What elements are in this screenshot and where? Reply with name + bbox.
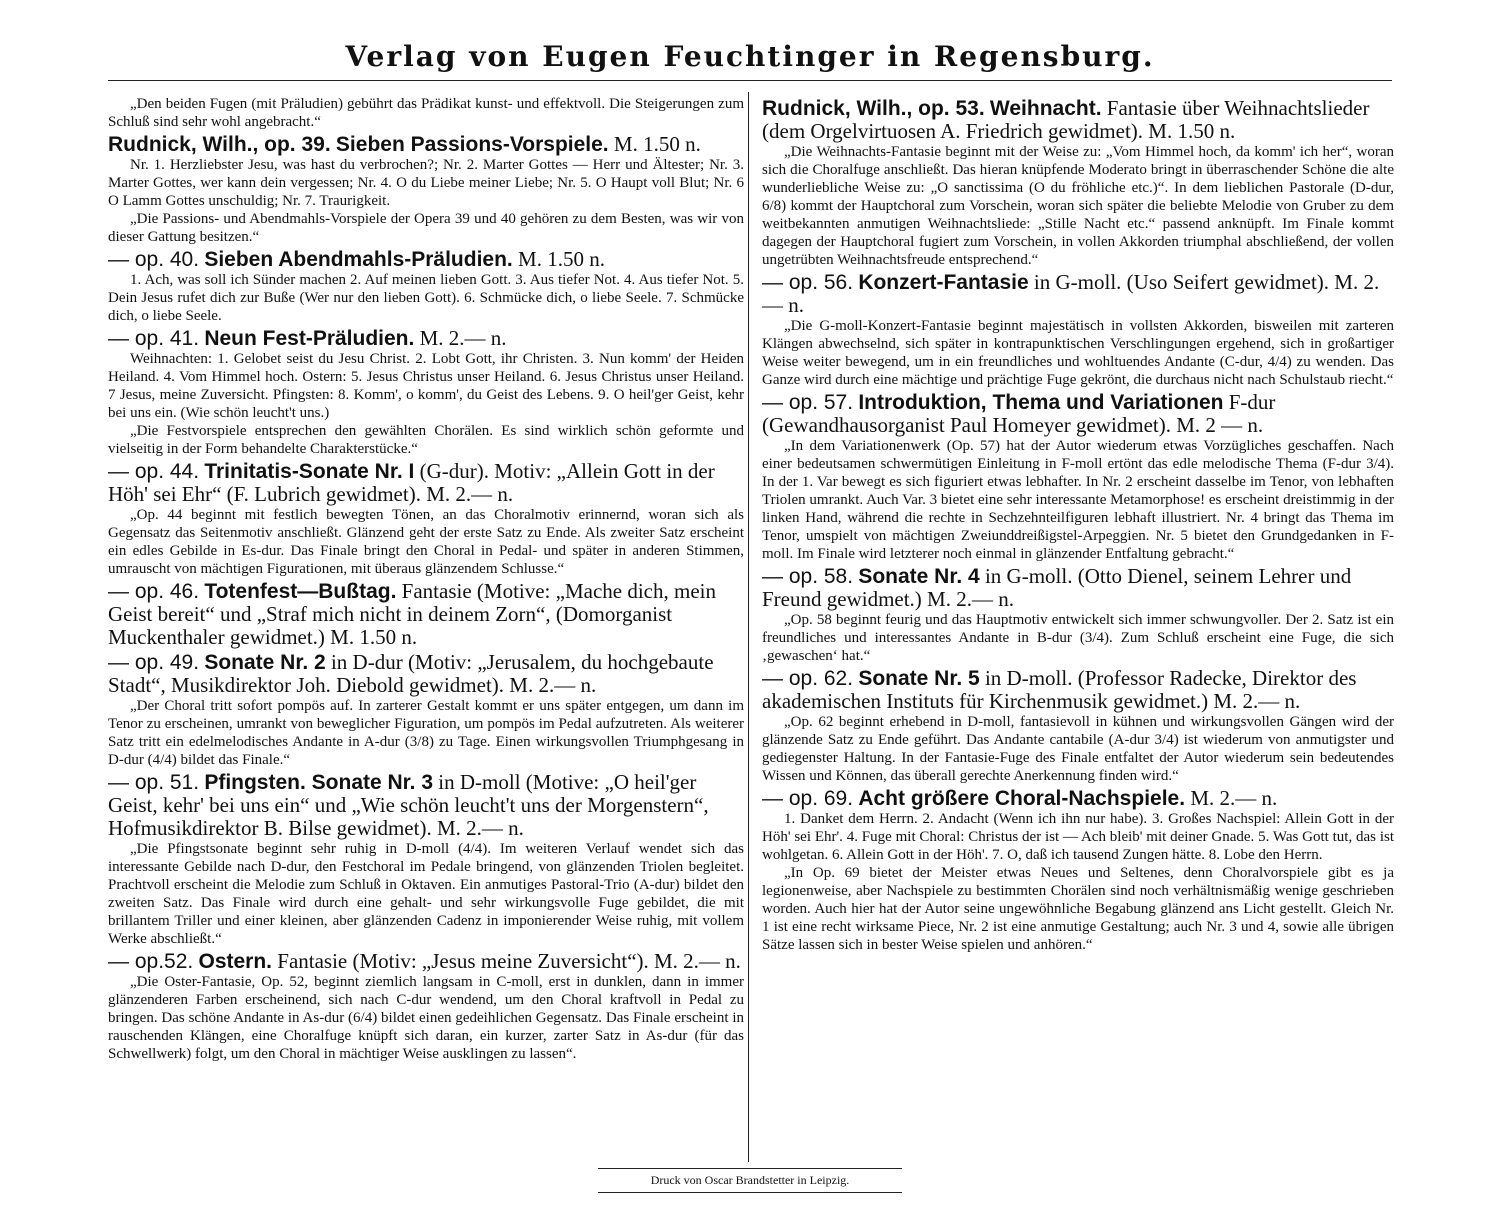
opus-label: Rudnick, Wilh., op. 39. bbox=[108, 133, 331, 156]
work-details: in D-dur (Motiv: „Jerusalem, du hochgebaute Stadt“, Musikdirektor Joh. Diebold gewidmet). M. 2.— n. bbox=[108, 650, 714, 697]
price: M. 1.50 n. bbox=[613, 132, 701, 156]
work-title: Pfingsten. Sonate Nr. 3 bbox=[204, 771, 434, 794]
entry-heading bbox=[108, 248, 744, 271]
contents-list: 1. Danket dem Herrn. 2. Andacht (Wenn ich ihn nur habe). 3. Großes Nachspiel: Allein Gott in der Höh' sei Ehr'. 4. Fuge mit Choral: Christus der ist — Ach bleib' mit deiner Gnade. 5. Was Gott tut, das ist wohlgetan. 6. Allein Gott in der Höh'. 7. O, daß ich tausend Zungen hätte. 8. Lobe den Herrn. bbox=[762, 811, 1394, 863]
work-details: in D-moll (Motive: „O heil'ger Geist, kehr' bei uns ein“ und „Wie schön leucht't uns der Morgenstern“, Hofmusikdirektor B. Bilse gewidmet). M. 2.— n. bbox=[108, 770, 709, 840]
opus-label: — op. 69. bbox=[762, 787, 854, 810]
review-quote: „Op. 58 beginnt feurig und das Hauptmotiv entwickelt sich immer schwungvoller. Der 2. Satz ist ein freundliches und interessantes Andante in B-dur (3/4). Zum Schluß erscheint eine Fuge, die sich ‚gewaschen‘ hat.“ bbox=[762, 612, 1394, 664]
work-title: Sonate Nr. 5 bbox=[858, 667, 980, 690]
work-details: Fantasie (Motiv: „Jesus meine Zuversicht“). M. 2.— n. bbox=[277, 949, 741, 973]
price: M. 1.50 n. bbox=[518, 247, 605, 271]
work-title: Ostern. bbox=[198, 950, 273, 973]
entry-op-52 bbox=[108, 950, 744, 1063]
entry-op-53 bbox=[762, 97, 1394, 269]
header-rule bbox=[108, 80, 1392, 81]
price: M. 2.— n. bbox=[419, 326, 507, 350]
review-quote: „In dem Variationenwerk (Op. 57) hat der Autor wiederum etwas Vorzügliches geschaffen. Nach einer bedeutsamen schwermütigen Einleitung in F-moll ertönt das edle melodische Thema (F-dur 3/4). In der 1. Var bewegt es sich figuriert etwas lebhafter. In Nr. 2 erscheint dasselbe im Tenor, von lebhaften Triolen umrankt. Auch Var. 3 bietet eine sehr interessante Metamorphose! es erscheint dreistimmig in der linken Hand, während die rechte in Sechzehnteilfiguren lebhaft illustriert. Nr. 4 bringt das Thema im Tenor, umspielt von mächtigen Zweiunddreißigstel-Arpeggien. Nr. 5 bietet den Grundgedanken in F-moll. Im Finale wird letzterer noch einmal in glänzender Entfaltung gebracht.“ bbox=[762, 438, 1394, 562]
review-quote: „In Op. 69 bietet der Meister etwas Neues und Seltenes, denn Choralvorspiele gibt es ja legionenweise, aber Nachspiele zu bestimmten Chorälen sind noch verhältnismäßig wenige geschrieben worden. Auch hier hat der Autor seine ungewöhnliche Begabung glänzend ans Licht gestellt. Gleich Nr. 1 ist eine recht wirksame Piece, Nr. 2 ist eine anmutige Gestaltung; auch Nr. 3 und 4, sowie alle übrigen Sätze lassen sich in bester Weise spielen und anhören.“ bbox=[762, 865, 1394, 953]
work-title: Sieben Abendmahls-Präludien. bbox=[204, 248, 513, 271]
review-quote: „Die Pfingstsonate beginnt sehr ruhig in D-moll (4/4). Im weiteren Verlauf wendet sich das interessante Gebilde nach D-dur, den Festchoral im Pedale bringend, von glänzenden Triolen begleitet. Prachtvoll erscheint die Melodie zum Schluß in Oktaven. Ein anmutiges Pastoral-Trio (A-dur) bildet den zweiten Satz. Das Finale wird durch eine gehalt- und sehr wirkungsvolle Fuge gebildet, die mit brillantem Triller und einer kleinen, aber glänzenden Cadenz in imponierender Weise ruhig, mit vollem Werke abschließt.“ bbox=[108, 841, 744, 947]
entry-op-44 bbox=[108, 460, 744, 578]
entry-op-49 bbox=[108, 651, 744, 769]
opus-label: — op. 51. bbox=[108, 771, 200, 794]
opus-label: — op.52. bbox=[108, 950, 194, 973]
entry-heading bbox=[108, 771, 744, 840]
entry-heading bbox=[108, 327, 744, 350]
work-details: in G-moll. (Uso Seifert gewidmet). M. 2.— n. bbox=[762, 270, 1380, 317]
work-title: Acht größere Choral-Nachspiele. bbox=[858, 787, 1186, 810]
work-title: Neun Fest-Präludien. bbox=[204, 327, 415, 350]
work-title: Weihnacht. bbox=[989, 97, 1102, 120]
entry-op-62 bbox=[762, 667, 1394, 785]
contents-list: Weihnachten: 1. Gelobet seist du Jesu Christ. 2. Lobt Gott, ihr Christen. 3. Nun komm' der Heiden Heiland. 4. Vom Himmel hoch. Ostern: 5. Jesus Christus unser Heiland. 6. Jesus Christus unser Heiland. 7 Jesus, meine Zuversicht. Pfingsten: 8. Komm', o komm', du Geist des Lebens. 9. O heil'ger Geist, kehr bei uns ein. (Wie schön leucht't uns.) bbox=[108, 351, 744, 421]
work-title: Konzert-Fantasie bbox=[858, 271, 1029, 294]
work-details: in D-moll. (Professor Radecke, Direktor des akademischen Instituts für Kirchenmusik gewidmet.) M. 2.— n. bbox=[762, 666, 1357, 713]
work-details: (G-dur). Motiv: „Allein Gott in der Höh' sei Ehr“ (F. Lubrich gewidmet). M. 2.— n. bbox=[108, 459, 715, 506]
opus-label: — op. 57. bbox=[762, 391, 854, 414]
entry-op-39 bbox=[108, 133, 744, 246]
opus-label: — op. 44. bbox=[108, 460, 200, 483]
review-quote: „Den beiden Fugen (mit Präludien) gebührt das Prädikat kunst- und effektvoll. Die Steigerungen zum Schluß sind sehr wohl angebracht.“ bbox=[108, 96, 744, 130]
entry-op-56 bbox=[762, 271, 1394, 389]
column-divider bbox=[748, 92, 749, 1162]
entry-heading bbox=[762, 667, 1394, 713]
opus-label: — op. 49. bbox=[108, 651, 200, 674]
review-quote: „Die Festvorspiele entsprechen den gewählten Chorälen. Es sind wirklich schön geformte und vielseitig in der Form behandelte Charakterstücke.“ bbox=[108, 423, 744, 457]
footer-rule bbox=[598, 1192, 902, 1193]
entry-heading bbox=[108, 133, 744, 156]
contents-list: 1. Ach, was soll ich Sünder machen 2. Auf meinen lieben Gott. 3. Aus tiefer Not. 4. Aus tiefer Not. 5. Dein Jesus rufet dich zur Buße (Wer nur den lieben Gott). 6. Schmücke dich, o liebe Seele. 7. Schmücke dich, o liebe Seele. bbox=[108, 272, 744, 324]
work-details: in G-moll. (Otto Dienel, seinem Lehrer und Freund gewidmet.) M. 2.— n. bbox=[762, 564, 1352, 611]
work-details: F-dur (Gewandhausorganist Paul Homeyer gewidmet). M. 2 — n. bbox=[762, 390, 1276, 437]
entry-heading bbox=[762, 565, 1394, 611]
entry-heading bbox=[762, 391, 1394, 437]
entry-heading bbox=[762, 787, 1394, 810]
opus-label: Rudnick, Wilh., op. 53. bbox=[762, 97, 985, 120]
opus-label: — op. 62. bbox=[762, 667, 854, 690]
opus-label: — op. 56. bbox=[762, 271, 854, 294]
printer-imprint: Druck von Oscar Brandstetter in Leipzig. bbox=[650, 1173, 850, 1187]
entry-heading bbox=[108, 950, 744, 973]
contents-list: Nr. 1. Herzliebster Jesu, was hast du verbrochen?; Nr. 2. Marter Gottes — Herr und Ältester; Nr. 3. Marter Gottes, wer kann dein vergessen; Nr. 4. O du Liebe meiner Liebe; Nr. 5. O Haupt voll Blut; Nr. 6 O Lamm Gottes unschuldig; Nr. 7. Traurigkeit. bbox=[108, 157, 744, 209]
review-quote: „Die Passions- und Abendmahls-Vorspiele der Opera 39 und 40 gehören zu dem Besten, was wir von dieser Gattung besitzen.“ bbox=[108, 211, 744, 245]
entry-heading bbox=[108, 460, 744, 506]
opus-label: — op. 41. bbox=[108, 327, 200, 350]
entry-heading bbox=[108, 580, 744, 649]
price: M. 2.— n. bbox=[1190, 786, 1278, 810]
entry-heading bbox=[108, 651, 744, 697]
review-quote: „Die Weihnachts-Fantasie beginnt mit der Weise zu: „Vom Himmel hoch, da komm' ich her“, woran sich die Choralfuge anschließt. Das hieran knüpfende Moderato bringt in überraschender Schöne die alte wunderliebliche Weise zu: „O sanctissima (O du fröhliche etc.)“. In dem lieblichen Pastorale (D-dur, 6/8) kommt der Hauptchoral zum Vorschein, woran sich später die beliebte Melodie von Gruber zu dem weitbekannten anmutigen Weihnachtsliede: „Stille Nacht etc.“ passend anknüpft. Im Finale kommt dagegen der Hauptchoral fugiert zum Vorschein, in vollen Akkorden triumphal abschließend, der vollen ungetrübten Weihnachtsfreude entsprechend.“ bbox=[762, 144, 1394, 268]
work-title: Introduktion, Thema und Variationen bbox=[858, 391, 1224, 414]
review-quote: „Die G-moll-Konzert-Fantasie beginnt majestätisch in vollsten Akkorden, bisweilen mit zarteren Klängen abwechselnd, sich später in kontrapunktischen Verschlingungen ergehend, sich in großartiger Weise weiter bewegend, um in ein freundliches und wohltuendes Andante (C-dur, 4/4) zu wenden. Das Ganze wird durch eine mächtige und prächtige Fuge gekrönt, die durchaus nicht nach Schulstaub riecht.“ bbox=[762, 318, 1394, 388]
entry-op-69 bbox=[762, 787, 1394, 954]
left-column bbox=[108, 95, 744, 1063]
review-quote: „Op. 62 beginnt erhebend in D-moll, fantasievoll in kühnen und wirkungsvollen Gängen wird der glänzende Satz zu Ende geführt. Das Andante cantabile (A-dur 3/4) ist wiederum von anmutigster und gediegenster Haltung. In der Fantasie-Fuge des Finale entfaltet der Autor wiederum sein bedeutendes Wissen und Können, das überall gerechte Anerkennung finden wird.“ bbox=[762, 714, 1394, 784]
entry-op-51 bbox=[108, 771, 744, 948]
opus-label: — op. 58. bbox=[762, 565, 854, 588]
entry-op-41 bbox=[108, 327, 744, 458]
work-title: Totenfest—Bußtag. bbox=[204, 580, 397, 603]
review-quote: „Der Choral tritt sofort pompös auf. In zarterer Gestalt kommt er uns später entgegen, um dann im Tenor zu erscheinen, umrankt von beweglicher Figuration, um pompös im Pedal aufzutreten. Als weiterer Satz tritt ein edelmelodisches Andante in A-dur (3/8) zu Tage. Einen wirkungsvollen Triumphgesang in D-dur (4/4) bildet das Finale.“ bbox=[108, 698, 744, 768]
page-title: Verlag von Eugen Feuchtinger in Regensburg. bbox=[345, 40, 1155, 73]
opus-label: — op. 46. bbox=[108, 580, 200, 603]
review-quote: „Op. 44 beginnt mit festlich bewegten Tönen, an das Choralmotiv erinnernd, woran sich als Gegensatz das Seitenmotiv anschließt. Glänzend geht der erste Satz zu Ende. Als zweiter Satz erscheint ein edles Gebilde in Es-dur. Das Finale bringt den Choral in Pedal- und später in anderen Stimmen, umrauscht von mächtigen Figurationen, mit überaus glänzendem Schlusse.“ bbox=[108, 507, 744, 577]
entry-heading bbox=[762, 271, 1394, 317]
work-title: Sonate Nr. 2 bbox=[204, 651, 326, 674]
entry-op-58 bbox=[762, 565, 1394, 665]
work-title: Sonate Nr. 4 bbox=[858, 565, 980, 588]
entry-op-46 bbox=[108, 580, 744, 649]
review-quote: „Die Oster-Fantasie, Op. 52, beginnt ziemlich langsam in C-moll, erst in dunklen, dann in immer glänzenderen Farben erscheinend, sich nach C-dur wendend, um den Choral kraftvoll in Pedal zu bringen. Das schöne Andante in As-dur (6/4) bildet einen gedeihlichen Gegensatz. Das Finale erscheint in rauschenden Klängen, eine Choralfuge knüpft sich daran, ein kurzer, zarter Satz in As-dur (für das Schwellwerk) folgt, um den Choral in mächtiger Weise ausklingen zu lassen“. bbox=[108, 974, 744, 1062]
entry-heading bbox=[762, 97, 1394, 143]
work-details: Fantasie über Weihnachtslieder (dem Orgelvirtuosen A. Friedrich gewidmet). M. 1.50 n. bbox=[762, 96, 1370, 143]
entry-op-40 bbox=[108, 248, 744, 325]
entry-op-57 bbox=[762, 391, 1394, 563]
work-title: Sieben Passions-Vorspiele. bbox=[335, 133, 609, 156]
right-column bbox=[762, 95, 1394, 954]
footer-rule bbox=[598, 1168, 902, 1169]
opus-label: — op. 40. bbox=[108, 248, 200, 271]
work-title: Trinitatis-Sonate Nr. I bbox=[204, 460, 415, 483]
work-details: Fantasie (Motive: „Mache dich, mein Geist bereit“ und „Straf mich nicht in deinem Zorn“, (Domorganist Muckenthaler gewidmet.) M. 1.50 n. bbox=[108, 579, 716, 649]
